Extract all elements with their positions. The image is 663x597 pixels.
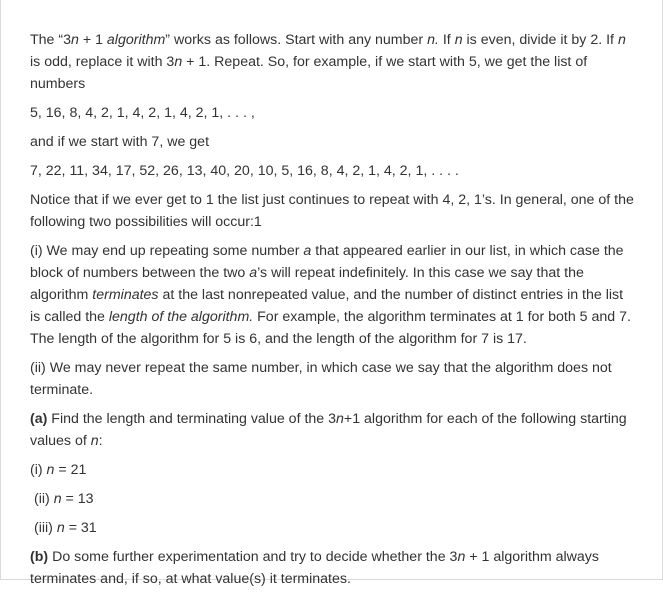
text: + 1. Repeat. So, for example, if we start with 5, we get the list of numbers (30, 54, 588, 92)
intro-paragraph (30, 29, 636, 95)
var-n: n. (427, 32, 439, 48)
case-prefix: (ii) (34, 491, 54, 507)
text: ” works as follows. Start with any number (165, 32, 428, 48)
text: : (98, 433, 103, 449)
terminates-term: terminates (92, 287, 159, 303)
var-n: n (617, 32, 626, 48)
text: If (438, 32, 455, 48)
text: at the last nonrepeated value, and the number of distinct entries in the list is called the (30, 287, 624, 325)
notice-paragraph: Notice that if we ever get to 1 the list just continues to repeat with 4, 2, 1’s. In general, one of the following two possibilities will occur:1 (30, 192, 634, 230)
possibility-2-paragraph: (ii) We may never repeat the same number, in which case we say that the algorithm does not terminate. (30, 360, 612, 398)
length-term: length of the algorithm. (108, 309, 254, 325)
sequence-7: 7, 22, 11, 34, 17, 52, 26, 13, 40, 20, 10, 5, 16, 8, 4, 2, 1, 4, 2, 1, . . . . (30, 163, 459, 179)
case-value: = 31 (64, 520, 97, 536)
var-a: a (249, 265, 258, 281)
var-n: n (56, 520, 65, 536)
text: +1 algorithm for each of the following starting values of (30, 411, 627, 449)
question-b-label: (b) (30, 549, 49, 565)
var-n: n (71, 32, 79, 48)
case-item (30, 517, 636, 539)
var-n: n (336, 411, 344, 427)
text: is even, divide it by 2. If (462, 32, 618, 48)
text: (i) We may end up repeating some number (30, 243, 304, 259)
question-a-label: (a) (30, 411, 48, 427)
var-n: n (46, 462, 55, 478)
text: Find the length and terminating value of the 3 (47, 411, 337, 427)
question-a (30, 408, 636, 452)
text: For example, the algorithm terminates at 1 for both 5 and 7. The length of the algorithm for 5 is 6, and the length of the algorithm for 7 is 17. (30, 309, 631, 347)
var-n: n (53, 491, 62, 507)
case-prefix: (i) (30, 462, 47, 478)
var-n: n (90, 433, 99, 449)
text: ’s will repeat indefinitely. In this case we say that the algorithm (30, 265, 584, 303)
case-value: = 13 (61, 491, 94, 507)
case-prefix: (iii) (34, 520, 57, 536)
text: The “3 (30, 32, 72, 48)
var-n: n (174, 54, 183, 70)
var-a: a (303, 243, 312, 259)
var-n: n (454, 32, 463, 48)
case-item (30, 488, 636, 510)
start-7-text: and if we start with 7, we get (30, 134, 210, 150)
algorithm-term: algorithm (106, 32, 166, 48)
text: is odd, replace it with 3 (30, 54, 175, 70)
var-n: n (457, 549, 466, 565)
problem-text (30, 29, 636, 597)
case-item (30, 459, 636, 481)
text: that appeared earlier in our list, in which case the block of numbers between the two (30, 243, 624, 281)
text: + 1 algorithm always terminates and, if so, at what value(s) it terminates. (30, 549, 599, 587)
sequence-5: 5, 16, 8, 4, 2, 1, 4, 2, 1, 4, 2, 1, . . . , (30, 105, 255, 121)
text: + 1 (78, 32, 107, 48)
question-b (30, 546, 636, 590)
case-value: = 21 (54, 462, 87, 478)
text: Do some further experimentation and try to decide whether the 3 (48, 549, 458, 565)
possibility-1-paragraph (30, 240, 636, 350)
